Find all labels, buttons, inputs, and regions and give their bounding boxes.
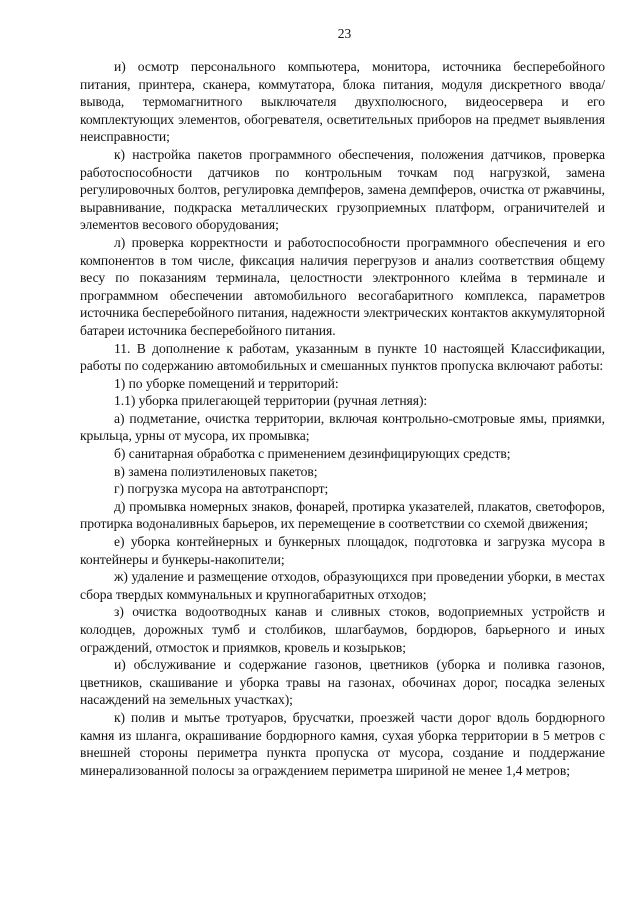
paragraph-item-d: д) промывка номерных знаков, фонарей, протирка указателей, плакатов, светофоров, протирка водоналивных барьеров, их перемещение в соответствии со схемой движения; — [80, 498, 605, 532]
paragraph-clause-11: 11. В дополнение к работам, указанным в пункте 10 настоящей Классификации, работы по содержанию автомобильных и смешанных пунктов пропуска включают работы: — [80, 340, 605, 374]
paragraph-item-b: б) санитарная обработка с применением дезинфицирующих средств; — [114, 446, 511, 462]
paragraph-item-l: л) проверка корректности и работоспособности программного обеспечения и его компонентов в том числе, фиксация наличия перегрузов и анализ соответствия общему весу по показаниям терминала, целостности электронного клейма в терминале и программном обеспечении автомобильного весогабаритного комплекса, параметров источника бесперебойного питания, надежности электрических контактов аккумуляторной батареи источника бесперебойного питания. — [80, 234, 605, 338]
paragraph-item-v: в) замена полиэтиленовых пакетов; — [114, 463, 318, 479]
paragraph-item-i-2: и) обслуживание и содержание газонов, цветников (уборка и поливка газонов, цветников, скашивание и уборка травы на газонах, обочинах дорог, посадка зеленых насаждений на земельных участках); — [80, 657, 605, 708]
paragraph-subclause-1: 1) по уборке помещений и территорий: — [114, 375, 339, 391]
paragraph-item-g: г) погрузка мусора на автотранспорт; — [114, 481, 329, 497]
paragraph-item-zh: ж) удаление и размещение отходов, образующихся при проведении уборки, в местах сбора твердых коммунальных и крупногабаритных отходов; — [80, 569, 605, 602]
paragraph-item-k: к) настройка пакетов программного обеспечения, положения датчиков, проверка работоспособности датчиков по контрольным точкам под нагрузкой, замена регулировочных болтов, регулировка демпферов, замена демпферов, очистка от ржавчины, выравнивание, подкраска металлических грузоприемных платформ, ограничителей и элементов весового оборудования; — [80, 146, 605, 233]
page-number: 23 — [337, 26, 352, 41]
paragraph-item-a: а) подметание, очистка территории, включая контрольно-смотровые ямы, приямки, крыльца, урны от мусора, их промывка; — [80, 410, 605, 444]
document-body — [80, 58, 605, 779]
paragraph-item-z: з) очистка водоотводных канав и сливных стоков, водоприемных устройств и колодцев, дорожных тумб и столбиков, шлагбаумов, бордюров, барьерного и иных ограждений, отмосток и приямков, кровель и козырьков; — [80, 604, 605, 655]
paragraph-subclause-1-1: 1.1) уборка прилегающей территории (ручная летняя): — [114, 393, 428, 409]
paragraph-item-e: е) уборка контейнерных и бункерных площадок, подготовка и загрузка мусора в контейнеры и бункеры-накопители; — [80, 534, 605, 567]
paragraph-item-i: и) осмотр персонального компьютера, монитора, источника бесперебойного питания, принтера, сканера, коммутатора, блока питания, модуля дискретного ввода/вывода, термомагнитного выключателя двухполюсного, видеосервера и его комплектующих элементов, обогревателя, осветительных приборов на предмет выявления неисправности; — [80, 59, 605, 145]
paragraph-item-k-2: к) полив и мытье тротуаров, брусчатки, проезжей части дорог вдоль бордюрного камня из шланга, окрашивание бордюрного камня, сухая уборка территории в 5 метров с внешней стороны периметра пункта пропуска от мусора, создание и поддержание минерализованной полосы за ограждением периметра шириной не менее 1,4 метров; — [80, 709, 605, 778]
